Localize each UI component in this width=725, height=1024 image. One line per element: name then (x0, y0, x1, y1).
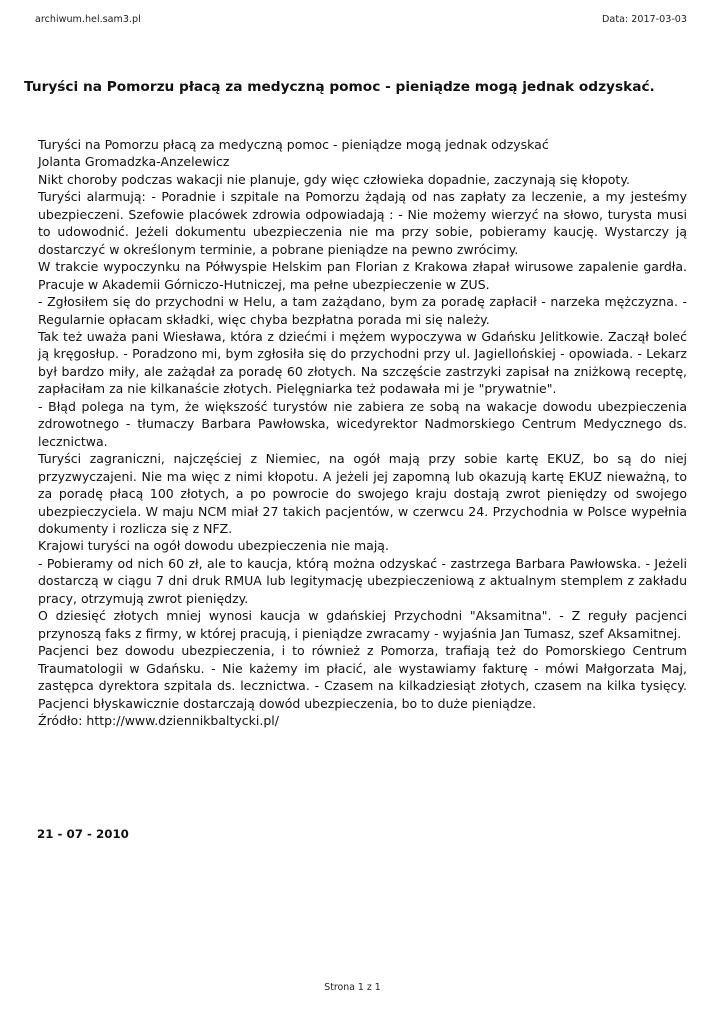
article-paragraph: Nikt choroby podczas wakacji nie planuje, gdy więc człowieka dopadnie, zaczynają się kłopoty. (38, 171, 630, 187)
article-author: Jolanta Gromadzka-Anzelewicz (38, 154, 230, 170)
article-paragraph: - Błąd polega na tym, że większość turystów nie zabiera ze sobą na wakacje dowodu ubezpieczenia zdrowotnego - tłumaczy Barbara Pawłowska, wicedyrektor Nadmorskiego Centrum Medycznego ds. lecznictwa. (38, 398, 687, 449)
article-paragraph: Turyści alarmują: - Poradnie i szpitale na Pomorzu żądają od nas zapłaty za leczenie, a my jesteśmy ubezpieczeni. Szefowie placówek zdrowia odpowiadają : - Nie możemy wierzyć na słowo, turysta musi to udowodnić. Jeżeli dokumentu ubezpieczenia nie ma przy sobie, pobieramy kaucję. Wystarczy ją dostarczyć w określonym terminie, a pobrane pieniądze na pewno zwrócimy. (38, 189, 687, 257)
article-paragraph: Turyści zagraniczni, najczęściej z Niemiec, na ogół mają przy sobie kartę EKUZ, bo są do niej przyzwyczajeni. Nie ma więc z nimi kłopotu. A jeżeli jej zapomną lub okazują kartę EKUZ nieważną, to za poradę płacą 100 złotych, a po powrocie do swojego kraju dostają zwrot pieniędzy od swojego ubezpieczyciela. W maju NCM miał 27 takich pacjentów, w czerwcu 24. Przychodnia w Polsce wypełnia dokumenty i rozlicza się z NFZ. (38, 451, 687, 536)
article-paragraph: - Zgłosiłem się do przychodni w Helu, a tam zażądano, bym za poradę zapłacił - narzeka mężczyzna. - Regularnie opłacam składki, więc chyba bezpłatna porada mi się należy. (38, 294, 687, 327)
article-paragraph: Pacjenci bez dowodu ubezpieczenia, i to również z Pomorza, trafiają też do Pomorskiego Centrum Traumatologii w Gdańsku. - Nie każemy im płacić, ale wystawiamy fakturę - mówi Małgorzata Maj, zastępca dyrektora szpitala ds. lecznictwa. - Czasem na kilkadziesiąt złotych, czasem na kilka tysięcy. Pacjenci błyskawicznie dostarczają dowód ubezpieczenia, bo to duże pieniądze. (38, 643, 687, 711)
article-paragraph: W trakcie wypoczynku na Półwyspie Helskim pan Florian z Krakowa złapał wirusowe zapalenie gardła. Pracuje w Akademii Górniczo-Hutniczej, ma pełne ubezpieczenie w ZUS. (38, 259, 687, 292)
article-source-link: Źródło: http://www.dziennikbaltycki.pl/ (38, 712, 279, 728)
article-paragraph: Krajowi turyści na ogół dowodu ubezpieczenia nie mają. (38, 538, 389, 554)
document-title: Turyści na Pomorzu płacą za medyczną pomoc - pieniądze mogą jednak odzyskać. (24, 79, 655, 95)
header-site-name: archiwum.hel.sam3.pl (35, 14, 141, 25)
publication-date: 21 - 07 - 2010 (37, 827, 129, 841)
article-paragraph: Tak też uważa pani Wiesława, która z dziećmi i mężem wypoczywa w Gdańsku Jelitkowie. Zaczął boleć ją kręgosłup. - Poradzono mi, bym zgłosiła się do przychodni przy ul. Jagiellońskiej - opowiada. - Lekarz był bardzo miły, ale zażądał za poradę 60 złotych. Na szczęście zastrzyki zapisał na zniżkową receptę, zapłaciłam za nie kilkanaście złotych. Pielęgniarka też podawała mi je "prywatnie". (38, 328, 687, 397)
article-paragraph: - Pobieramy od nich 60 zł, ale to kaucja, którą można odzyskać - zastrzega Barbara Pawłowska. - Jeżeli dostarczą w ciągu 7 dni druk RMUA lub legitymację ubezpieczeniową z aktualnym stemplem z zakładu pracy, otrzymują zwrot pieniędzy. (38, 555, 687, 606)
article-body (38, 136, 687, 729)
article-paragraph: O dziesięć złotych mniej wynosi kaucja w gdańskiej Przychodni "Aksamitna". - Z reguły pacjenci przynoszą faks z firmy, w której pracują, i pieniądze zwracamy - wyjaśnia Jan Tumasz, szef Aksamitnej. (38, 608, 687, 641)
header-date: Data: 2017-03-03 (602, 14, 687, 25)
page-number: Strona 1 z 1 (324, 982, 381, 993)
article-headline: Turyści na Pomorzu płacą za medyczną pomoc - pieniądze mogą jednak odzyskać (38, 137, 549, 152)
